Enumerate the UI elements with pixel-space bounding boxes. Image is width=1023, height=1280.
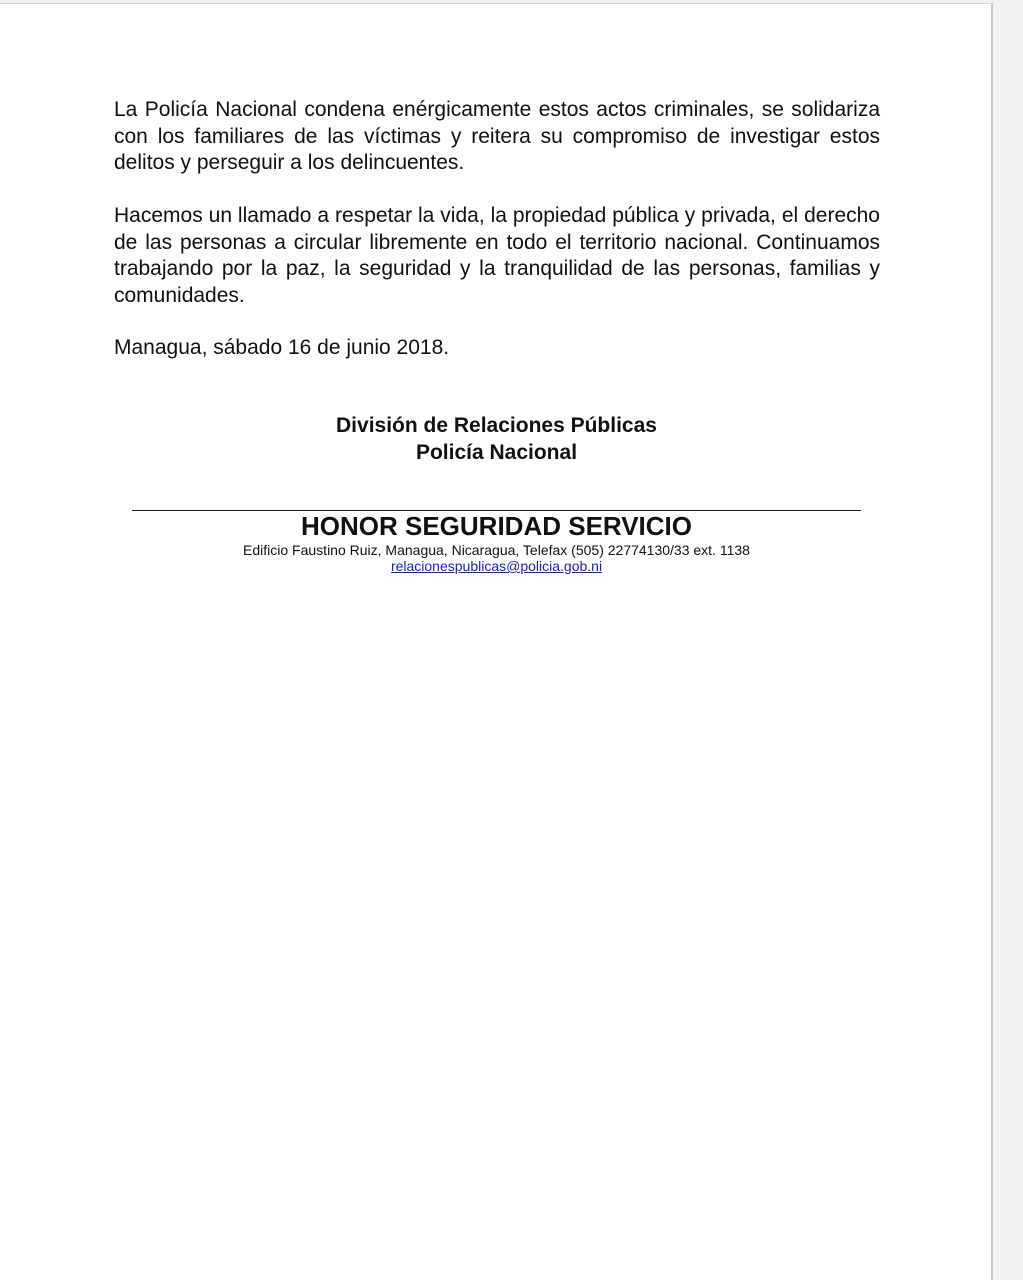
footer-motto: HONOR SEGURIDAD SERVICIO xyxy=(300,511,692,541)
signature-institution: Policía Nacional xyxy=(415,441,578,464)
signature-division: División de Relaciones Públicas xyxy=(336,414,657,437)
footer-address: Edificio Faustino Ruiz, Managua, Nicaragua, Telefax (505) 22774130/33 ext. 1138 xyxy=(243,542,750,558)
paragraph-call-to-respect: Hacemos un llamado a respetar la vida, la propiedad pública y privada, el derecho de las personas a circular libremente en todo el territorio nacional. Continuamos trabajando por la paz, la seguridad y la tranquilidad de las personas, familias y comunidades. xyxy=(114,204,880,307)
paragraph-date-place: Managua, sábado 16 de junio 2018. xyxy=(114,336,450,359)
document-page xyxy=(0,3,993,1280)
footer-email xyxy=(0,558,993,574)
paragraph-condemnation: La Policía Nacional condena enérgicamente estos actos criminales, se solidariza con los familiares de las víctimas y reitera su compromiso de investigar estos delitos y perseguir a los delincuentes. xyxy=(114,98,880,174)
email-link[interactable]: relacionespublicas@policia.gob.ni xyxy=(390,558,603,574)
